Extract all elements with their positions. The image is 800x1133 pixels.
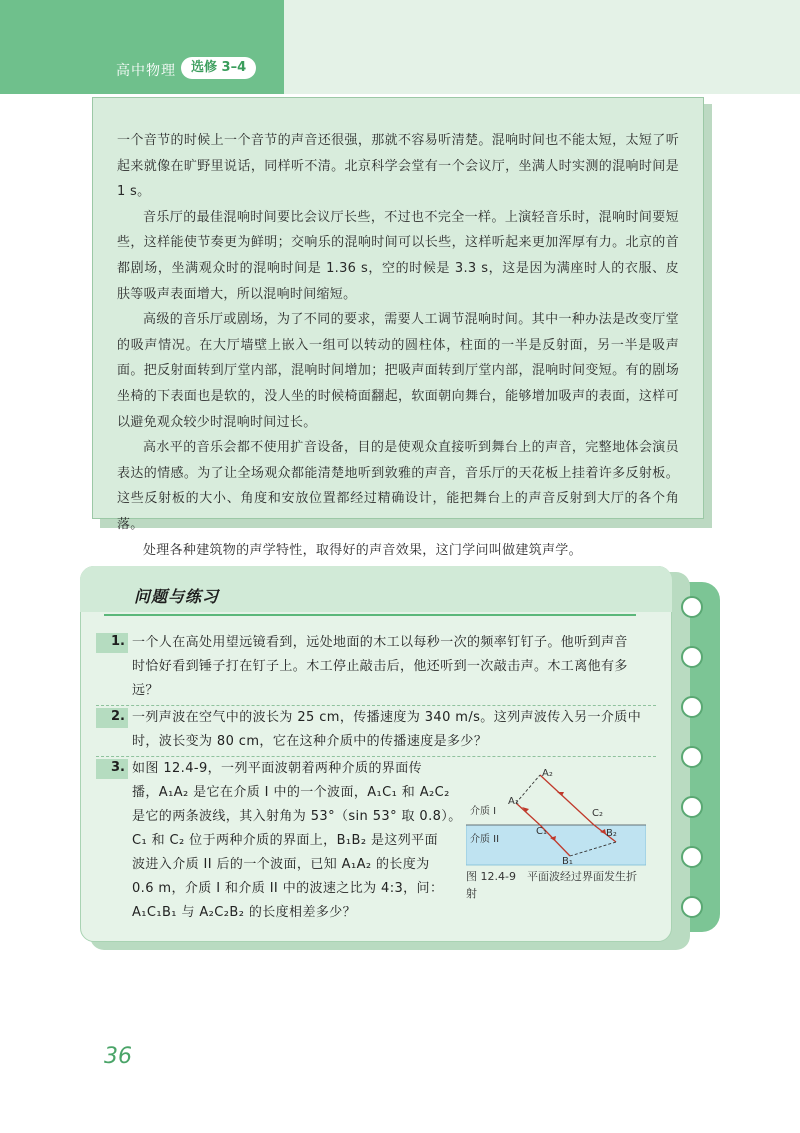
medium-2-label: 介质 II [470,834,500,845]
exercise-title: 问题与练习 [134,587,220,606]
refraction-figure [466,770,646,866]
question-3-line: 如图 12.4-9，一列平面波朝着两种介质的界面传 [132,761,423,776]
point-a2-label: A₂ [542,768,553,779]
reading-box [92,97,704,558]
header-pill: 选修 3–4 [181,57,256,79]
question-1-line: 一个人在高处用望远镜看到，远处地面的木工以每秒一次的频率钉钉子。他听到声音 [132,635,628,650]
question-3-line: 0.6 m，介质 I 和介质 II 中的波速之比为 4:3，问： [132,881,444,896]
binder-ring-icon [681,696,703,718]
title-rule [104,614,636,616]
binder-ring-icon [681,896,703,918]
wavefront-a1a2 [516,775,540,803]
ray-a1-c1 [516,803,540,825]
question-number: 3. [111,760,125,775]
binder-ring-icon [681,846,703,868]
question-1-line: 远？ [132,683,159,698]
point-c1-label: C₁ [536,826,547,837]
question-3-line: A₁C₁B₁ 与 A₂C₂B₂ 的长度相差多少？ [132,905,357,920]
reading-paragraph: 一个音节的时候上一个音节的声音还很强，那就不容易听清楚。混响时间也不能太短，太短了听起来就像在旷野里说话，同样听不清。北京科学会堂有一个会议厅，坐满人时实测的混响时间是 1 s。 [117,133,679,200]
header-subject: 高中物理 [116,63,176,79]
point-c2-label: C₂ [592,808,603,819]
point-a1-label: A₁ [508,796,519,807]
point-b2-label: B₂ [606,828,617,839]
question-3-line: C₁ 和 C₂ 位于两种介质的界面上，B₁B₂ 是这列平面 [132,833,438,848]
reading-paragraph: 高水平的音乐会都不使用扩音设备，目的是使观众直接听到舞台上的声音，完整地体会演员表达的情感。为了让全场观众都能清楚地听到敦雅的声音，音乐厅的天花板上挂着许多反射板。这些反射板的大小、角度和安放位置都经过精确设计，能把舞台上的声音反射到大厅的各个角落。 [117,440,679,532]
binder-ring-icon [681,796,703,818]
question-1-line: 时恰好看到锤子打在钉子上。木工停止敲击后，他还听到一次敲击声。木工离他有多 [132,659,628,674]
medium-1-label: 介质 I [470,806,497,817]
page-number: 36 [104,1044,132,1069]
question-3-line: 播，A₁A₂ 是它在介质 I 中的一个波面，A₁C₁ 和 A₂C₂ [132,785,450,800]
point-b1-label: B₁ [562,856,573,867]
question-3-line: 波进入介质 II 后的一个波面，已知 A₁A₂ 的长度为 [132,857,430,872]
ray-a2-c2 [540,775,594,825]
question-number: 2. [111,709,125,724]
binder-ring-icon [681,746,703,768]
binder-ring-icon [681,646,703,668]
reading-paragraph: 处理各种建筑物的声学特性，取得好的声音效果，这门学问叫做建筑声学。 [143,542,582,558]
question-separator [96,705,656,706]
question-number: 1. [111,634,125,649]
question-2-line: 时，波长变为 80 cm，它在这种介质中的传播速度是多少？ [132,734,488,749]
figure-caption: 图 12.4-9 平面波经过界面发生折射 [466,870,637,900]
question-3-line: 是它的两条波线，其入射角为 53°（sin 53° 取 0.8）。 [132,809,462,824]
reading-paragraph: 音乐厅的最佳混响时间要比会议厅长些，不过也不完全一样。上演轻音乐时，混响时间要短些，这样能使节奏更为鲜明；交响乐的混响时间可以长些，这样听起来更加浑厚有力。北京的首都剧场，坐满观众时的混响时间是 1.36 s，空的时候是 3.3 s，这是因为满座时人的衣服、皮肤等吸声表面增大，所以混响时间缩短。 [117,209,679,302]
binder-ring-icon [681,596,703,618]
question-2-line: 一列声波在空气中的波长为 25 cm，传播速度为 340 m/s。这列声波传入另一介质中 [132,710,642,725]
reading-paragraph: 高级的音乐厅或剧场，为了不同的要求，需要人工调节混响时间。其中一种办法是改变厅堂的吸声情况。在大厅墙壁上嵌入一组可以转动的圆柱体，柱面的一半是反射面，另一半是吸声面。把反射面转到厅堂内部，混响时间增加；把吸声面转到厅堂内部，混响时间变短。有的剧场坐椅的下表面也是软的，没人坐的时候椅面翻起，软面朝向舞台，能够增加吸声的表面，这样可以避免观众较少时混响时间过长。 [117,312,679,430]
question-separator [96,756,656,757]
